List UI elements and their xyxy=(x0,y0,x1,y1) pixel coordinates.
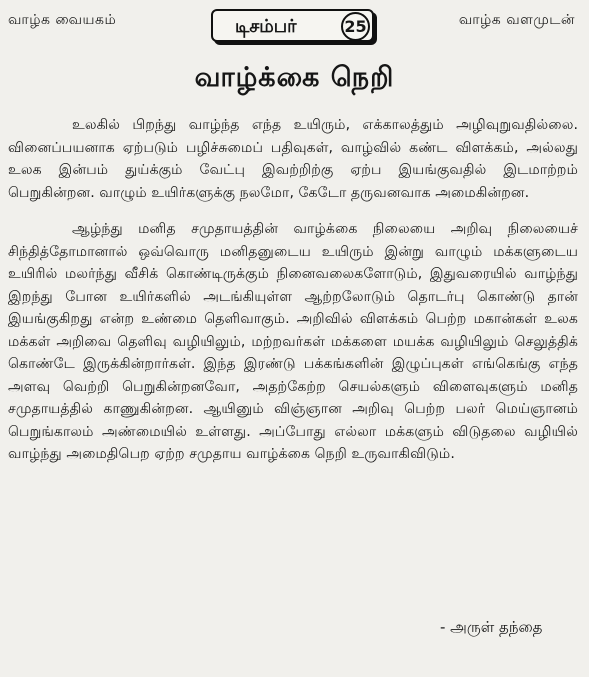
author-signature: - அருள் தந்தை xyxy=(440,618,543,636)
paragraph-2: ஆழ்ந்து மனித சமுதாயத்தின் வாழ்க்கை நிலையை அறிவு நிலையைச் சிந்தித்தோமானால் ஒவ்வொரு மனிதனுடைய உயிரும் இன்று வாழும் மக்களுடைய உயிரில் மலர்ந்து வீசிக் கொண்டிருக்கும் நினைவலைகளோடும், இதுவரையில் வாழ்ந்து இறந்து போன உயிர்களில் அடங்கியுள்ள ஆற்றலோடும் தொடர்பு கொண்டு தான் இயங்குகிறது என்ற உண்மை தெளிவாகும். அறிவில் விளக்கம் பெற்ற மகான்கள் உலக மக்கள் அறிவை தெளிவு வழியிலும், மற்றவர்கள் மக்களை மயக்க வழியிலும் செலுத்திக் கொண்டே இருக்கின்றார்கள். இந்த இரண்டு பக்கங்களின் இழுப்புகள் எங்கெங்கு எந்த அளவு வெற்றி பெறுகின்றனவோ, அதற்கேற்ற செயல்களும் விளைவுகளும் மனித சமுதாயத்தில் காணுகின்றன. ஆயினும் விஞ்ஞான அறிவு பெற்ற பலர் மெய்ஞானம் பெறுங்காலம் அண்மையில் உள்ளது. அப்போது எல்லா மக்களும் விடுதலை வழியில் வாழ்ந்து அமைதிபெற ஏற்ற சமுதாய வாழ்க்கை நெறி உருவாகிவிடும். xyxy=(8,221,578,462)
date-badge xyxy=(211,9,374,42)
header-right-motto: வாழ்க வளமுடன் xyxy=(458,12,575,28)
article-body xyxy=(8,114,578,466)
day-number: 25 xyxy=(341,12,370,41)
month-label: டிசம்பர் xyxy=(235,16,297,37)
header-left-motto: வாழ்க வையகம் xyxy=(8,12,117,28)
page-title: வாழ்க்கை நெறி xyxy=(194,62,395,93)
paragraph-1: உலகில் பிறந்து வாழ்ந்த எந்த உயிரும், எக்காலத்தும் அழிவுறுவதில்லை. வினைப்பயனாக ஏற்படும் பழிச்சுமைப் பதிவுகள், வாழ்வில் கண்ட விளக்கம், அல்லது உலக இன்பம் துய்க்கும் வேட்பு இவற்றிற்கு ஏற்ப இயங்குவதில் இடமாற்றம் பெறுகின்றன. வாழும் உயிர்களுக்கு நலமோ, கேடோ தருவனவாக அமைகின்றன. xyxy=(8,117,578,201)
